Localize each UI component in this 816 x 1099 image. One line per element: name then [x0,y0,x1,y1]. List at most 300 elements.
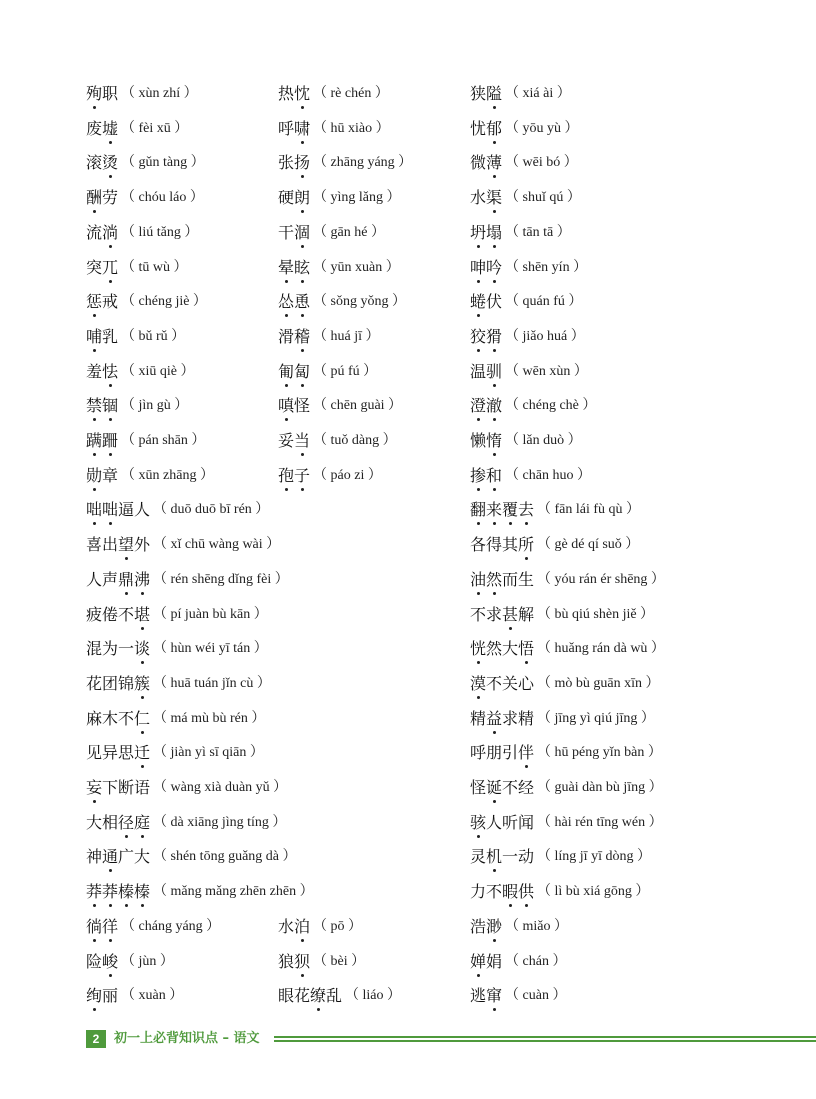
vocab-word: 殉职 [86,79,118,109]
emphasis-dot [109,175,112,178]
vocab-word: 狡猾 [470,322,502,352]
emphasis-dot [477,522,480,525]
vocab-word: 干涸 [278,218,310,248]
vocab-word: 懒惰 [470,426,502,456]
emphasis-dot [493,245,496,248]
vocab-word: 恍然大悟 [470,634,534,664]
emphasis-dot [285,280,288,283]
vocab-pinyin: （ chéng jiè ） [121,294,207,310]
vocab-entry [470,287,582,317]
vocab-word: 精益求精 [470,704,534,734]
vocab-word: 怪诞不经 [470,773,534,803]
emphasis-dot [477,280,480,283]
page-number: 2 [86,1030,106,1048]
footer-title: 初一上必背知识点 – 语文 [114,1031,260,1046]
emphasis-dot [93,800,96,803]
emphasis-dot [93,488,96,491]
vocab-pinyin: （ xiá ài ） [505,86,571,101]
emphasis-dot [493,453,496,456]
emphasis-dot [477,661,480,664]
vocab-pinyin: （ rén shēng dǐng fèi ） [153,571,289,587]
emphasis-dot [493,418,496,421]
vocab-word: 禁锢 [86,391,118,421]
vocab-entry [470,218,571,248]
vocab-word: 热忱 [278,79,310,109]
emphasis-dot [93,1008,96,1011]
vocab-entry [86,426,205,456]
vocab-entry [470,530,639,560]
vocab-word: 硬朗 [278,183,310,213]
page-footer [86,1030,816,1050]
vocab-entry [470,600,654,630]
vocab-entry [278,322,380,352]
vocab-word: 蹒跚 [86,426,118,456]
vocab-word: 徜徉 [86,912,118,942]
emphasis-dot [285,418,288,421]
vocab-word: 疲倦不堪 [86,600,150,630]
emphasis-dot [493,939,496,942]
vocab-pinyin: （ xǐ chū wàng wài ） [153,537,281,553]
vocab-entry [470,947,566,977]
vocab-pinyin: （ hài rén tīng wén ） [537,814,663,830]
vocab-word: 大相径庭 [86,808,150,838]
emphasis-dot [493,106,496,109]
vocab-entry [470,253,587,283]
vocab-word: 各得其所 [470,530,534,560]
emphasis-dot [301,488,304,491]
vocab-entry [470,148,578,178]
emphasis-dot [493,210,496,213]
vocab-pinyin: （ lǎn duò ） [505,433,582,448]
vocab-entry [278,253,400,283]
emphasis-dot [141,765,144,768]
vocab-entry [278,148,412,178]
vocab-entry [86,981,183,1011]
vocab-entry [86,79,198,109]
emphasis-dot [285,488,288,491]
vocab-word: 惩戒 [86,287,118,317]
vocab-pinyin: （ cuàn ） [505,988,567,1004]
vocab-word: 羞怯 [86,357,118,387]
vocab-pinyin: （ hū péng yǐn bàn ） [537,745,662,761]
emphasis-dot [109,141,112,144]
vocab-entry [86,183,204,213]
vocab-word: 浩渺 [470,912,502,942]
emphasis-dot [285,384,288,387]
vocab-entry [470,877,649,907]
vocab-pinyin: （ wēi bó ） [505,155,578,171]
vocab-word: 妄下断语 [86,773,150,803]
emphasis-dot [109,869,112,872]
vocab-word: 神通广大 [86,842,150,872]
emphasis-dot [109,904,112,907]
emphasis-dot [493,731,496,734]
emphasis-dot [493,869,496,872]
vocab-word: 咄咄逼人 [86,495,150,525]
vocab-word: 温驯 [470,357,502,387]
vocab-word: 喜出望外 [86,530,150,560]
emphasis-dot [301,245,304,248]
emphasis-dot [493,522,496,525]
emphasis-dot [477,245,480,248]
vocab-word: 滑稽 [278,322,310,352]
emphasis-dot [93,349,96,352]
vocab-word: 婵娟 [470,947,502,977]
vocab-pinyin: （ páo zi ） [313,467,382,483]
emphasis-dot [109,418,112,421]
emphasis-dot [301,314,304,317]
emphasis-dot [509,627,512,630]
emphasis-dot [525,661,528,664]
vocab-pinyin: （ bù qiú shèn jiě ） [537,606,655,622]
emphasis-dot [93,904,96,907]
emphasis-dot [109,245,112,248]
vocab-entry [470,391,596,421]
emphasis-dot [477,835,480,838]
emphasis-dot [125,557,128,560]
emphasis-dot [477,418,480,421]
vocab-entry [470,842,651,872]
vocab-entry [278,218,385,248]
vocab-word: 张扬 [278,148,310,178]
vocab-pinyin: （ pō ） [313,918,363,934]
vocab-word: 匍匐 [278,357,310,387]
vocab-entry [470,495,640,525]
vocab-pinyin: （ guài dàn bù jīng ） [537,780,663,795]
vocab-word: 混为一谈 [86,634,150,664]
vocab-entry [86,253,188,283]
emphasis-dot [493,800,496,803]
emphasis-dot [477,974,480,977]
emphasis-dot [493,349,496,352]
emphasis-dot [109,453,112,456]
vocab-entry [86,391,188,421]
vocab-pinyin: （ jìn gù ） [121,398,189,414]
vocab-pinyin: （ hū xiào ） [313,120,390,136]
emphasis-dot [525,765,528,768]
emphasis-dot [301,210,304,213]
vocab-pinyin: （ líng jī yī dòng ） [537,849,651,865]
emphasis-dot [493,384,496,387]
emphasis-dot [493,175,496,178]
emphasis-dot [301,280,304,283]
vocab-pinyin: （ sǒng yǒng ） [313,294,406,310]
vocab-word: 莽莽榛榛 [86,877,150,907]
vocab-word: 呻吟 [470,253,502,283]
emphasis-dot [93,106,96,109]
vocab-pinyin: （ bǔ rǔ ） [121,328,186,344]
vocab-entry [470,183,581,213]
vocab-pinyin: （ miǎo ） [505,918,569,934]
emphasis-dot [141,661,144,664]
vocab-pinyin: （ xùn zhí ） [121,86,198,101]
vocab-entry [86,495,269,525]
emphasis-dot [93,314,96,317]
vocab-entry [278,391,402,421]
vocab-pinyin: （ mǎng mǎng zhēn zhēn ） [153,884,314,900]
vocab-entry [86,148,205,178]
vocab-word: 滚烫 [86,148,118,178]
emphasis-dot [317,1008,320,1011]
emphasis-dot [93,522,96,525]
vocab-pinyin: （ chān huo ） [505,467,591,483]
vocab-entry [86,322,185,352]
vocab-pinyin: （ shēn yín ） [505,259,588,275]
vocab-pinyin: （ wàng xià duàn yǔ ） [153,780,288,795]
emphasis-dot [525,522,528,525]
vocab-word: 酬劳 [86,183,118,213]
vocab-word: 流淌 [86,218,118,248]
vocab-pinyin: （ zhāng yáng ） [313,155,413,171]
vocab-word: 翻来覆去 [470,495,534,525]
vocab-entry [470,114,579,144]
vocab-word: 油然而生 [470,565,534,595]
vocab-word: 不求甚解 [470,600,534,630]
emphasis-dot [509,904,512,907]
emphasis-dot [493,141,496,144]
vocab-pinyin: （ gǔn tàng ） [121,155,205,171]
vocab-entry [86,773,287,803]
emphasis-dot [285,314,288,317]
vocab-word: 绚丽 [86,981,118,1011]
vocab-word: 突兀 [86,253,118,283]
vocab-entry [86,704,265,734]
vocab-pinyin: （ pí juàn bù kān ） [153,606,268,622]
vocab-pinyin: （ hùn wéi yī tán ） [153,641,268,657]
vocab-word: 妥当 [278,426,310,456]
vocab-entry [470,912,568,942]
vocab-word: 骇人听闻 [470,808,534,838]
emphasis-dot [301,175,304,178]
vocab-word: 狼狈 [278,947,310,977]
emphasis-dot [493,488,496,491]
vocab-word: 人声鼎沸 [86,565,150,595]
vocab-pinyin: （ xiū qiè ） [121,363,195,379]
vocab-entry [86,218,198,248]
emphasis-dot [141,627,144,630]
vocab-pinyin: （ shuǐ qú ） [505,190,581,206]
vocab-entry [470,981,566,1011]
emphasis-dot [509,522,512,525]
vocab-entry [86,530,280,560]
vocab-pinyin: （ tān tā ） [505,224,571,240]
vocab-word: 漠不关心 [470,669,534,699]
vocab-entry [86,912,220,942]
vocab-pinyin: （ yūn xuàn ） [313,259,400,275]
vocab-entry [278,426,397,456]
vocab-pinyin: （ lì bù xiá gōng ） [537,884,650,900]
vocab-word: 废墟 [86,114,118,144]
vocab-word: 忧郁 [470,114,502,144]
vocab-entry [278,79,389,109]
vocab-word: 孢子 [278,461,310,491]
emphasis-dot [525,557,528,560]
vocab-pinyin: （ quán fú ） [505,294,583,310]
emphasis-dot [301,141,304,144]
vocab-entry [470,461,591,491]
vocab-pinyin: （ chēn guài ） [313,398,403,414]
emphasis-dot [109,522,112,525]
vocab-entry [86,634,268,664]
vocab-pinyin: （ yìng lǎng ） [313,190,401,206]
vocab-pinyin: （ fèi xū ） [121,120,189,136]
emphasis-dot [125,835,128,838]
emphasis-dot [301,453,304,456]
vocab-entry [470,357,588,387]
emphasis-dot [477,488,480,491]
vocab-word: 勋章 [86,461,118,491]
vocab-pinyin: （ bèi ） [313,953,366,969]
vocab-pinyin: （ gān hé ） [313,224,385,240]
vocab-pinyin: （ jùn ） [121,953,174,969]
vocab-word: 坍塌 [470,218,502,248]
emphasis-dot [301,106,304,109]
vocab-pinyin: （ gè dé qí suǒ ） [537,537,640,553]
emphasis-dot [109,974,112,977]
vocab-pinyin: （ yóu rán ér shēng ） [537,571,665,587]
vocab-word: 掺和 [470,461,502,491]
emphasis-dot [477,314,480,317]
emphasis-dot [301,349,304,352]
vocab-word: 哺乳 [86,322,118,352]
vocab-pinyin: （ chéng chè ） [505,398,597,414]
vocab-entry [470,704,655,734]
vocab-entry [470,773,663,803]
vocab-pinyin: （ tuǒ dàng ） [313,433,397,448]
vocab-entry [86,600,268,630]
vocab-entry [470,322,585,352]
vocab-entry [278,183,401,213]
vocab-word: 见异思迁 [86,738,150,768]
vocab-entry [278,114,390,144]
vocab-word: 麻木不仁 [86,704,150,734]
vocab-pinyin: （ chóu láo ） [121,190,204,206]
vocab-entry [86,461,214,491]
vocab-entry [278,912,362,942]
vocab-pinyin: （ wēn xùn ） [505,363,588,379]
emphasis-dot [141,731,144,734]
vocab-entry [470,565,665,595]
emphasis-dot [93,453,96,456]
vocab-entry [86,947,174,977]
emphasis-dot [301,974,304,977]
vocab-pinyin: （ xūn zhāng ） [121,467,214,483]
vocab-entry [470,738,662,768]
vocab-pinyin: （ shén tōng guǎng dà ） [153,849,297,865]
vocab-word: 灵机一动 [470,842,534,872]
vocab-entry [278,461,382,491]
vocab-word: 怂恿 [278,287,310,317]
vocab-pinyin: （ jiǎo huá ） [505,328,585,344]
vocab-word: 狭隘 [470,79,502,109]
emphasis-dot [109,939,112,942]
vocab-entry [278,287,406,317]
vocab-pinyin: （ xuàn ） [121,988,184,1004]
vocab-entry [86,877,314,907]
vocab-pinyin: （ pú fú ） [313,363,378,379]
vocab-entry [470,426,582,456]
vocab-entry [86,114,188,144]
vocab-word: 晕眩 [278,253,310,283]
vocab-word: 嗔怪 [278,391,310,421]
emphasis-dot [141,696,144,699]
vocab-word: 呼啸 [278,114,310,144]
emphasis-dot [125,592,128,595]
emphasis-dot [301,939,304,942]
emphasis-dot [141,592,144,595]
emphasis-dot [125,904,128,907]
emphasis-dot [109,384,112,387]
emphasis-dot [141,904,144,907]
vocab-pinyin: （ mò bù guān xīn ） [537,675,660,691]
emphasis-dot [93,939,96,942]
vocab-entry [278,981,401,1011]
vocab-pinyin: （ liú tǎng ） [121,224,199,240]
emphasis-dot [477,592,480,595]
vocab-word: 呼朋引伴 [470,738,534,768]
vocab-entry [86,842,297,872]
vocab-pinyin: （ duō duō bī rén ） [153,502,270,518]
vocab-word: 微薄 [470,148,502,178]
emphasis-dot [93,210,96,213]
emphasis-dot [493,592,496,595]
vocab-pinyin: （ huā tuán jǐn cù ） [153,675,271,691]
vocab-pinyin: （ tū wù ） [121,259,188,275]
emphasis-dot [493,280,496,283]
vocab-word: 蜷伏 [470,287,502,317]
emphasis-dot [109,280,112,283]
vocab-word: 眼花缭乱 [278,981,342,1011]
vocab-pinyin: （ chán ） [505,953,567,969]
footer-rule [274,1036,816,1042]
vocab-entry [86,669,271,699]
vocab-word: 逃窜 [470,981,502,1011]
vocab-word: 水渠 [470,183,502,213]
vocab-pinyin: （ rè chén ） [313,86,389,101]
vocab-entry [470,634,665,664]
vocab-pinyin: （ liáo ） [345,988,402,1004]
emphasis-dot [493,1008,496,1011]
emphasis-dot [477,696,480,699]
vocab-pinyin: （ huá jī ） [313,328,380,344]
vocab-entry [86,808,286,838]
emphasis-dot [93,418,96,421]
emphasis-dot [477,349,480,352]
vocab-entry [86,287,207,317]
vocab-entry [86,738,264,768]
vocab-pinyin: （ huǎng rán dà wù ） [537,641,665,657]
vocab-pinyin: （ cháng yáng ） [121,918,221,934]
vocab-pinyin: （ jīng yì qiú jīng ） [537,710,655,726]
vocab-pinyin: （ jiàn yì sī qiān ） [153,745,264,761]
emphasis-dot [525,904,528,907]
vocab-word: 水泊 [278,912,310,942]
vocab-pinyin: （ yōu yù ） [505,120,579,136]
vocab-pinyin: （ pán shān ） [121,433,206,448]
emphasis-dot [301,384,304,387]
vocab-entry [86,357,195,387]
vocab-word: 险峻 [86,947,118,977]
vocab-entry [470,808,663,838]
vocab-pinyin: （ dà xiāng jìng tíng ） [153,814,287,830]
vocab-entry [278,947,365,977]
vocab-pinyin: （ fān lái fù qù ） [537,502,641,518]
vocab-entry [470,79,571,109]
vocab-word: 花团锦簇 [86,669,150,699]
vocab-word: 力不暇供 [470,877,534,907]
vocab-entry [278,357,377,387]
vocab-pinyin: （ má mù bù rén ） [153,710,266,726]
